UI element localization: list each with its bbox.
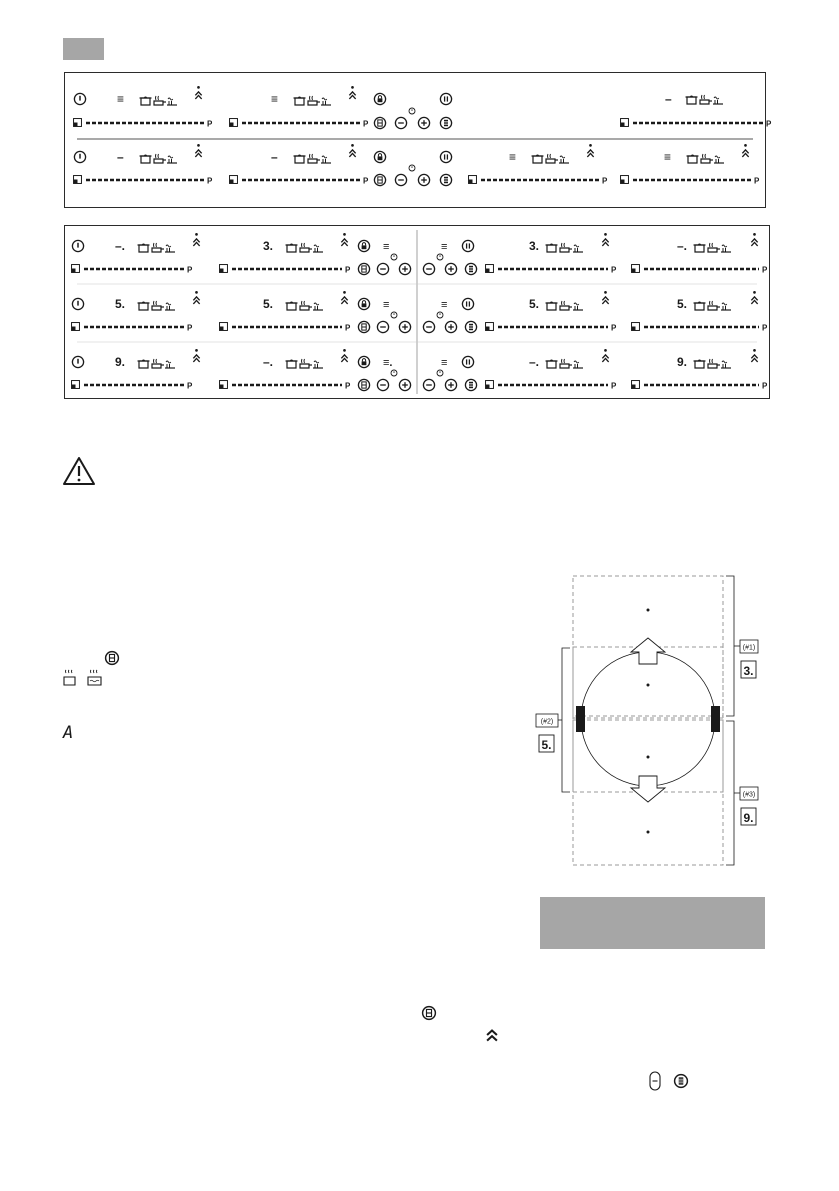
- flex-bar-right: [711, 706, 720, 732]
- bottom-r1-z2-display: 5.: [263, 297, 274, 311]
- flex-area-icon[interactable]: [230, 176, 238, 184]
- flex-area-icon[interactable]: [220, 265, 228, 273]
- cookware-icons[interactable]: [138, 243, 176, 252]
- slider-p-label: P: [363, 119, 369, 129]
- timer-plus-button[interactable]: [399, 263, 410, 274]
- timer-icon[interactable]: [391, 370, 397, 376]
- slider-p-label: P: [762, 381, 768, 391]
- timer-minus-button[interactable]: [423, 379, 434, 390]
- timer-minus-button[interactable]: [377, 321, 388, 332]
- timer-minus-button[interactable]: [395, 117, 406, 128]
- value-zone-3: 9.: [743, 811, 754, 825]
- slider-p-label: P: [762, 265, 768, 275]
- boost-button[interactable]: [751, 233, 757, 246]
- power-button[interactable]: [72, 356, 83, 367]
- flex-area-icon[interactable]: [621, 176, 629, 184]
- warning-triangle-icon: [62, 456, 96, 486]
- slider-p-label: P: [611, 265, 617, 275]
- control-panel-top-drawing: [65, 73, 772, 207]
- pause-button[interactable]: [462, 298, 473, 309]
- cookware-icons[interactable]: [138, 359, 176, 368]
- timer-icon[interactable]: [437, 254, 443, 260]
- flex-area-icon[interactable]: [621, 119, 629, 127]
- flex-area-icon[interactable]: [230, 119, 238, 127]
- timer-plus-button[interactable]: [418, 117, 429, 128]
- arrow-down: [631, 776, 665, 802]
- slider-p-label: P: [363, 176, 369, 186]
- slider-p-label: P: [207, 119, 213, 129]
- timer-minus-button[interactable]: [423, 263, 434, 274]
- flex-area-icon[interactable]: [486, 381, 494, 389]
- lock-button[interactable]: [374, 151, 385, 162]
- boost-button[interactable]: [341, 233, 347, 246]
- slider-p-label: P: [207, 176, 213, 186]
- bottom-r1-mid-display: ≡: [441, 299, 448, 311]
- pause-button[interactable]: [440, 151, 451, 162]
- slider-p-label: P: [611, 323, 617, 333]
- flex-area-icon[interactable]: [72, 265, 80, 273]
- cookware-icons[interactable]: [532, 154, 570, 163]
- top-row2-fr-display: ≡: [509, 150, 517, 164]
- cookware-icons[interactable]: [694, 359, 732, 368]
- cookware-icons[interactable]: [294, 154, 332, 163]
- menu-button[interactable]: [465, 379, 476, 390]
- boost-button[interactable]: [193, 291, 199, 304]
- flex-area-icon[interactable]: [72, 381, 80, 389]
- flex-area-icon[interactable]: [72, 323, 80, 331]
- timer-plus-button[interactable]: [445, 379, 456, 390]
- bottom-r1-bridge-display: ≡: [383, 299, 390, 311]
- boost-button[interactable]: [602, 349, 608, 362]
- timer-minus-button[interactable]: [423, 321, 434, 332]
- flex-area-icon[interactable]: [220, 381, 228, 389]
- cookware-icons[interactable]: [138, 301, 176, 310]
- boost-button[interactable]: [751, 349, 757, 362]
- lock-button[interactable]: [358, 356, 369, 367]
- lock-button[interactable]: [374, 93, 385, 104]
- boost-button[interactable]: [602, 291, 608, 304]
- timer-plus-button[interactable]: [399, 379, 410, 390]
- bottom-r1-z4-display: 5.: [677, 297, 688, 311]
- flex-area-icon[interactable]: [486, 323, 494, 331]
- bottom-r0-z4-display: –.: [677, 239, 688, 253]
- cookware-icons[interactable]: [294, 96, 332, 105]
- slider-p-label: P: [187, 265, 193, 275]
- cookware-icons[interactable]: [687, 154, 725, 163]
- bridge-button[interactable]: [374, 174, 385, 185]
- cookware-icons[interactable]: [286, 301, 324, 310]
- bottom-r1-z1-display: 5.: [115, 297, 126, 311]
- boost-button[interactable]: [193, 349, 199, 362]
- flex-area-icon[interactable]: [486, 265, 494, 273]
- cookware-icons[interactable]: [546, 301, 584, 310]
- bridge-button[interactable]: [374, 117, 385, 128]
- grey-note-box: [540, 897, 765, 949]
- bottom-r2-mid-display: ≡: [441, 357, 448, 369]
- power-button[interactable]: [74, 93, 85, 104]
- timer-minus-button[interactable]: [377, 379, 388, 390]
- menu-button[interactable]: [465, 321, 476, 332]
- bottom-r0-bridge-display: ≡: [383, 241, 390, 253]
- boost-button[interactable]: [341, 291, 347, 304]
- timer-icon[interactable]: [437, 312, 443, 318]
- pause-button[interactable]: [462, 240, 473, 251]
- control-panel-bottom: [64, 225, 770, 399]
- cookware-icons[interactable]: [694, 301, 732, 310]
- bottom-r1-z3-display: 5.: [529, 297, 540, 311]
- label-zone-1: (#1): [742, 644, 756, 652]
- steam-pots-icon: [63, 669, 107, 689]
- pan-circle: [581, 652, 715, 786]
- boost-button[interactable]: [195, 86, 201, 99]
- top-row1-rl-display: ≡: [271, 92, 279, 106]
- flex-area-icon[interactable]: [632, 381, 640, 389]
- value-zone-2: 5.: [541, 738, 552, 752]
- bottom-r0-z1-display: –.: [115, 239, 126, 253]
- slider-p-label: P: [187, 323, 193, 333]
- boost-button[interactable]: [195, 144, 201, 157]
- cookware-icons[interactable]: [286, 243, 324, 252]
- arrow-up: [631, 638, 665, 664]
- lock-button[interactable]: [358, 240, 369, 251]
- slider-p-label: P: [345, 265, 351, 275]
- menu-button[interactable]: [465, 263, 476, 274]
- power-button[interactable]: [74, 151, 85, 162]
- timer-icon[interactable]: [409, 108, 415, 114]
- boost-button[interactable]: [587, 144, 593, 157]
- bottom-r2-bridge-display: ≡.: [383, 357, 393, 369]
- timer-minus-button[interactable]: [377, 263, 388, 274]
- timer-plus-button[interactable]: [445, 263, 456, 274]
- bridge-button[interactable]: [358, 263, 369, 274]
- minus-oval-icon: [648, 1071, 662, 1091]
- boost-button[interactable]: [349, 144, 355, 157]
- flex-area-icon[interactable]: [74, 176, 82, 184]
- bottom-r0-z2-display: 3.: [263, 239, 274, 253]
- slider-p-label: P: [754, 176, 760, 186]
- boost-button[interactable]: [193, 233, 199, 246]
- flex-area-icon[interactable]: [220, 323, 228, 331]
- value-zone-1: 3.: [743, 664, 754, 678]
- boost-button[interactable]: [751, 291, 757, 304]
- control-panel-top: [64, 72, 772, 208]
- slider-p-label: P: [611, 381, 617, 391]
- menu-icon-inline: [673, 1073, 689, 1089]
- cookware-icons[interactable]: [140, 96, 178, 105]
- section-tag: [63, 38, 104, 60]
- timer-icon[interactable]: [437, 370, 443, 376]
- bottom-r0-mid-display: ≡: [441, 241, 448, 253]
- timer-icon[interactable]: [391, 312, 397, 318]
- slider-p-label: P: [602, 176, 608, 186]
- slider-p-label: P: [345, 381, 351, 391]
- top-row1-fl-display: ≡: [117, 92, 125, 106]
- timer-plus-button[interactable]: [445, 321, 456, 332]
- slider-p-label: P: [762, 323, 768, 333]
- slider-p-label: P: [345, 323, 351, 333]
- menu-button[interactable]: [440, 174, 451, 185]
- top-row2-rl-display: –: [271, 150, 278, 164]
- bottom-r2-z3-display: –.: [529, 355, 540, 369]
- flex-area-icon[interactable]: [632, 265, 640, 273]
- power-button[interactable]: [72, 298, 83, 309]
- slider-p-label: P: [766, 119, 772, 129]
- cookware-icons[interactable]: [140, 154, 178, 163]
- boost-button[interactable]: [742, 144, 748, 157]
- timer-minus-button[interactable]: [395, 174, 406, 185]
- bridge-button[interactable]: [358, 321, 369, 332]
- pause-button[interactable]: [462, 356, 473, 367]
- top-row2-fl-display: –: [117, 150, 124, 164]
- bottom-r2-z2-display: –.: [263, 355, 274, 369]
- top-row2-rr-display: ≡: [664, 150, 672, 164]
- cookware-icons[interactable]: [686, 95, 724, 104]
- flex-zone-diagram: [530, 568, 770, 873]
- power-button[interactable]: [72, 240, 83, 251]
- flex-bar-left: [576, 706, 585, 732]
- timer-plus-button[interactable]: [399, 321, 410, 332]
- double-arrow-up-icon: [485, 1028, 499, 1042]
- flex-area-icon[interactable]: [469, 176, 477, 184]
- control-panel-bottom-drawing: [65, 226, 769, 398]
- flex-area-icon[interactable]: [632, 323, 640, 331]
- lock-button[interactable]: [358, 298, 369, 309]
- bottom-r2-z4-display: 9.: [677, 355, 688, 369]
- bridge-icon: [104, 650, 120, 666]
- boost-button[interactable]: [341, 349, 347, 362]
- label-zone-2: (#2): [540, 718, 554, 726]
- cookware-icons[interactable]: [286, 359, 324, 368]
- bridge-button[interactable]: [358, 379, 369, 390]
- pause-button[interactable]: [440, 93, 451, 104]
- boost-level-glyph: A: [63, 723, 74, 743]
- bridge-icon-inline: [421, 1005, 437, 1021]
- slider-p-label: P: [187, 381, 193, 391]
- top-row1-r-display: –: [665, 92, 672, 106]
- boost-button[interactable]: [349, 86, 355, 99]
- timer-icon[interactable]: [391, 254, 397, 260]
- boost-button[interactable]: [602, 233, 608, 246]
- label-zone-3: (#3): [742, 791, 756, 799]
- bottom-r2-z1-display: 9.: [115, 355, 126, 369]
- bottom-r0-z3-display: 3.: [529, 239, 540, 253]
- menu-button[interactable]: [440, 117, 451, 128]
- cookware-icons[interactable]: [546, 359, 584, 368]
- cookware-icons[interactable]: [546, 243, 584, 252]
- timer-icon[interactable]: [409, 165, 415, 171]
- flex-area-icon[interactable]: [74, 119, 82, 127]
- cookware-icons[interactable]: [694, 243, 732, 252]
- timer-plus-button[interactable]: [418, 174, 429, 185]
